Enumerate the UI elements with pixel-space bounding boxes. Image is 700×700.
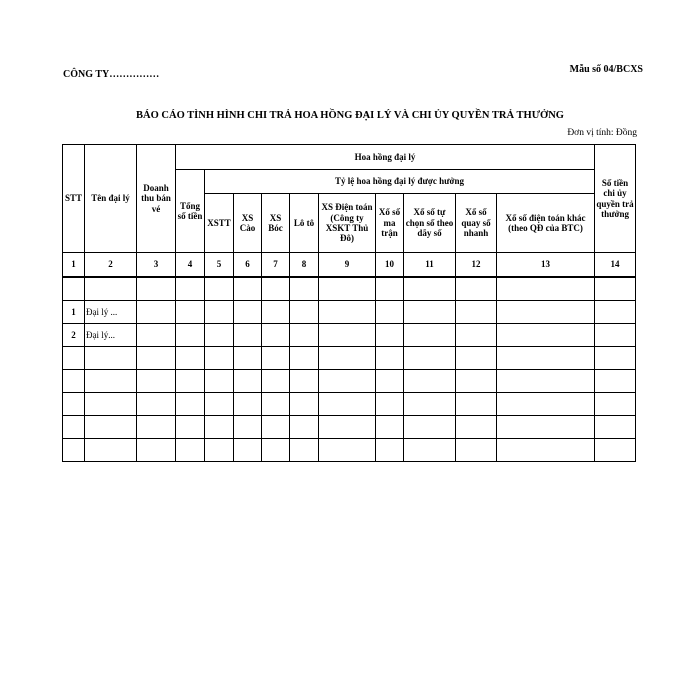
table-cell [137, 370, 176, 393]
column-number: 7 [262, 253, 290, 278]
table-cell [176, 393, 205, 416]
table-cell [290, 277, 319, 301]
table-cell [595, 347, 636, 370]
column-number: 6 [234, 253, 262, 278]
table-cell [137, 347, 176, 370]
table-cell [234, 277, 262, 301]
table-cell [137, 416, 176, 439]
table-row [63, 393, 636, 416]
table-cell [205, 301, 234, 324]
header-loto: Lô tô [290, 194, 319, 253]
table-cell [376, 324, 404, 347]
table-cell [137, 439, 176, 462]
header-rate-group: Tỷ lệ hoa hồng đại lý được hưởng [205, 170, 595, 194]
table-cell [234, 370, 262, 393]
table-row [63, 416, 636, 439]
table-cell [456, 277, 497, 301]
table-cell [404, 347, 456, 370]
table-row [63, 347, 636, 370]
table-cell [456, 370, 497, 393]
table-cell [319, 347, 376, 370]
column-number: 12 [456, 253, 497, 278]
table-cell [176, 277, 205, 301]
table-row [63, 277, 636, 301]
table-cell [290, 393, 319, 416]
table-cell [456, 324, 497, 347]
table-cell [234, 347, 262, 370]
column-number: 1 [63, 253, 85, 278]
row-agent-name [85, 439, 137, 462]
header-xs-dien-toan: XS Điện toán (Công ty XSKT Thủ Đô) [319, 194, 376, 253]
table-cell [497, 277, 595, 301]
table-cell [205, 347, 234, 370]
row-agent-name: Đại lý... [85, 324, 137, 347]
table-cell [376, 347, 404, 370]
column-number: 13 [497, 253, 595, 278]
table-cell [319, 324, 376, 347]
table-cell [137, 301, 176, 324]
row-agent-name [85, 370, 137, 393]
column-number: 8 [290, 253, 319, 278]
table-cell [319, 393, 376, 416]
form-number: Mẫu số 04/BCXS [569, 64, 643, 75]
table-cell [137, 277, 176, 301]
header-authorized-payment: Số tiền chi ủy quyền trả thưởng [595, 145, 636, 253]
header-xs-quay-nhanh: Xổ số quay số nhanh [456, 194, 497, 253]
table-cell [290, 347, 319, 370]
table-body [63, 277, 636, 462]
table-cell [376, 439, 404, 462]
table-cell [205, 277, 234, 301]
table-cell [497, 439, 595, 462]
table-cell [262, 439, 290, 462]
table-cell [262, 347, 290, 370]
table-cell [497, 393, 595, 416]
table-cell [205, 370, 234, 393]
table-cell [456, 301, 497, 324]
row-agent-name [85, 393, 137, 416]
table-cell [404, 393, 456, 416]
table-cell [497, 324, 595, 347]
row-agent-name [85, 347, 137, 370]
table-cell [234, 324, 262, 347]
header-stt: STT [63, 145, 85, 253]
report-title: BÁO CÁO TÌNH HÌNH CHI TRẢ HOA HỒNG ĐẠI LÝ VÀ CHI ỦY QUYỀN TRẢ THƯỞNG [136, 110, 564, 121]
table-cell [404, 324, 456, 347]
unit-label: Đơn vị tính: Đồng [567, 128, 637, 138]
header-agent-name: Tên đại lý [85, 145, 137, 253]
header-commission-group: Hoa hồng đại lý [176, 145, 595, 170]
table-cell [262, 301, 290, 324]
table-cell [376, 277, 404, 301]
table-cell [595, 277, 636, 301]
header-xs-cao: XS Cào [234, 194, 262, 253]
header-revenue: Doanh thu bán vé [137, 145, 176, 253]
table-cell [376, 370, 404, 393]
column-number: 2 [85, 253, 137, 278]
table-cell [290, 301, 319, 324]
table-cell [176, 416, 205, 439]
row-stt: 2 [63, 324, 85, 347]
row-stt [63, 347, 85, 370]
table-row [63, 370, 636, 393]
table-cell [262, 324, 290, 347]
table-cell [262, 370, 290, 393]
table-cell [176, 347, 205, 370]
commission-report-table [62, 144, 636, 462]
table-cell [404, 370, 456, 393]
table-cell [176, 301, 205, 324]
table-cell [176, 370, 205, 393]
table-cell [205, 439, 234, 462]
table-cell [176, 324, 205, 347]
table-cell [376, 393, 404, 416]
company-name: CÔNG TY…………… [63, 69, 160, 80]
table-cell [234, 439, 262, 462]
table-row [63, 439, 636, 462]
table-cell [290, 324, 319, 347]
table-cell [404, 439, 456, 462]
table-cell [595, 301, 636, 324]
table-row [63, 324, 636, 347]
column-number: 5 [205, 253, 234, 278]
table-cell [595, 416, 636, 439]
header-xstt: XSTT [205, 194, 234, 253]
table-cell [497, 347, 595, 370]
row-stt [63, 370, 85, 393]
column-number: 14 [595, 253, 636, 278]
table-cell [290, 370, 319, 393]
table-cell [137, 324, 176, 347]
table-cell [319, 416, 376, 439]
table-cell [404, 277, 456, 301]
header-xs-tu-chon: Xổ số tự chọn số theo dãy số [404, 194, 456, 253]
table-cell [376, 416, 404, 439]
table-cell [234, 416, 262, 439]
table-cell [497, 370, 595, 393]
table-cell [319, 370, 376, 393]
header-xs-ma-tran: Xổ số ma trận [376, 194, 404, 253]
row-agent-name [85, 416, 137, 439]
table-cell [319, 301, 376, 324]
row-agent-name [85, 277, 137, 301]
table-cell [497, 301, 595, 324]
table-cell [456, 439, 497, 462]
table-cell [234, 393, 262, 416]
table-cell [456, 393, 497, 416]
row-stt [63, 439, 85, 462]
column-number: 10 [376, 253, 404, 278]
row-agent-name: Đại lý ... [85, 301, 137, 324]
row-stt: 1 [63, 301, 85, 324]
table-cell [595, 324, 636, 347]
table-cell [497, 416, 595, 439]
row-stt [63, 393, 85, 416]
column-number: 9 [319, 253, 376, 278]
table-cell [205, 324, 234, 347]
table-cell [262, 393, 290, 416]
table-cell [205, 416, 234, 439]
header-xs-khac: Xổ số điện toán khác (theo QĐ của BTC) [497, 194, 595, 253]
table-cell [262, 277, 290, 301]
table-cell [376, 301, 404, 324]
table-cell [456, 347, 497, 370]
table-cell [137, 393, 176, 416]
table-cell [234, 301, 262, 324]
table-cell [595, 439, 636, 462]
table-cell [404, 416, 456, 439]
table-cell [319, 277, 376, 301]
table-cell [319, 439, 376, 462]
table-cell [595, 393, 636, 416]
table-cell [205, 393, 234, 416]
table-cell [290, 416, 319, 439]
column-number: 11 [404, 253, 456, 278]
column-number: 4 [176, 253, 205, 278]
header-total: Tổng số tiền [176, 170, 205, 253]
table-row [63, 301, 636, 324]
table-cell [456, 416, 497, 439]
table-cell [290, 439, 319, 462]
row-stt [63, 416, 85, 439]
row-stt [63, 277, 85, 301]
column-number: 3 [137, 253, 176, 278]
table-cell [176, 439, 205, 462]
table-cell [595, 370, 636, 393]
table-cell [262, 416, 290, 439]
header-xs-boc: XS Bóc [262, 194, 290, 253]
table-cell [404, 301, 456, 324]
